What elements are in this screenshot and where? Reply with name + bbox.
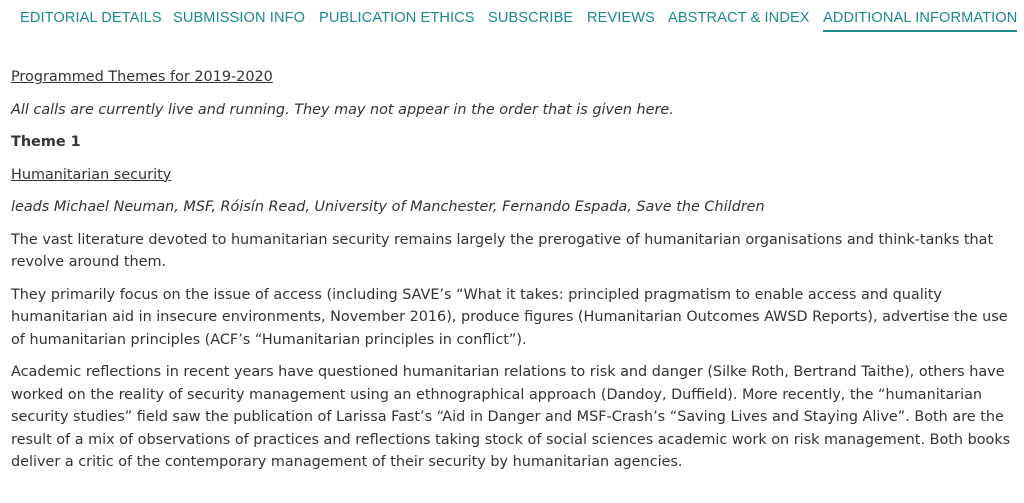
journal-tabs xyxy=(0,0,1024,40)
main-content xyxy=(11,66,1015,484)
tab-editorial-details[interactable]: EDITORIAL DETAILS xyxy=(20,10,162,26)
body-paragraph: Academic reflections in recent years have questioned humanitarian relations to risk and danger (Silke Roth, Bertrand Taithe), others have worked on the reality of security management using an ethnographical approach (Dandoy, Duffield). More recently, the “humanitarian security studies” field saw the publication of Larissa Fast’s “Aid in Danger and MSF-Crash’s “Saving Lives and Staying Alive”. Both are the result of a mix of observations of practices and reflections taking stock of social sciences academic work on risk management. Both books deliver a critic of the contemporary management of their security by humanitarian agencies. xyxy=(11,364,1011,470)
theme-label: Theme 1 xyxy=(11,134,81,150)
tab-additional-information[interactable]: ADDITIONAL INFORMATION xyxy=(823,10,1017,32)
section-title: Programmed Themes for 2019-2020 xyxy=(11,69,273,85)
intro-note: All calls are currently live and running. They may not appear in the order that is given here. xyxy=(11,101,674,118)
body-paragraph: The vast literature devoted to humanitarian security remains largely the prerogative of humanitarian organisations and think-tanks that revolve around them. xyxy=(11,231,994,270)
theme-title: Humanitarian security xyxy=(11,166,172,183)
tab-publication-ethics[interactable]: PUBLICATION ETHICS xyxy=(319,10,475,26)
tab-abstract-index[interactable]: ABSTRACT & INDEX xyxy=(668,10,810,26)
tab-submission-info[interactable]: SUBMISSION INFO xyxy=(173,10,306,26)
theme-leads: leads Michael Neuman, MSF, Róisín Read, University of Manchester, Fernando Espada, Save the Children xyxy=(11,199,765,215)
tab-reviews[interactable]: REVIEWS xyxy=(587,10,656,26)
tab-subscribe[interactable]: SUBSCRIBE xyxy=(488,10,574,26)
body-paragraph: They primarily focus on the issue of access (including SAVE’s “What it takes: principled pragmatism to enable access and quality humanitarian aid in insecure environments, November 2016), produce figures (Humanitarian Outcomes AWSD Reports), advertise the use of humanitarian principles (ACF’s “Humanitarian principles in conflict”). xyxy=(11,286,1008,348)
